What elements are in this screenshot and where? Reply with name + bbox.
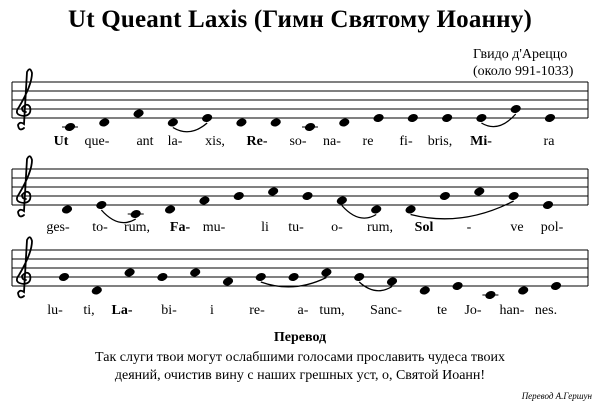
- note-head: [287, 272, 299, 283]
- translation-heading: Перевод: [273, 330, 327, 345]
- note-head: [338, 117, 350, 128]
- lyric-syllable: re-: [249, 303, 265, 318]
- slur-line: [173, 123, 207, 132]
- lyric-syllable: o-: [331, 220, 343, 235]
- lyric-syllable: Mi-: [470, 134, 492, 149]
- note-head: [255, 272, 267, 283]
- lyric-syllable: que-: [84, 134, 110, 149]
- lyric-syllable: so-: [289, 134, 307, 149]
- translation-line: деяний, очистив вину с наших грешных уст, о, Святой Иоанн!: [114, 368, 486, 383]
- note-head: [542, 200, 554, 211]
- lyric-syllable: mu-: [202, 220, 226, 235]
- lyric-syllable: Re-: [246, 134, 268, 149]
- treble-clef-icon: [17, 69, 32, 129]
- composer-dates: (около 991-1033): [473, 64, 574, 79]
- note-head: [222, 276, 234, 287]
- note-head: [301, 191, 313, 202]
- slur-line: [342, 206, 376, 219]
- note-head: [473, 186, 485, 197]
- lyric-syllable: to-: [92, 220, 108, 235]
- note-head: [507, 191, 519, 202]
- note-head: [370, 204, 382, 215]
- lyric-syllable: ra: [543, 134, 555, 149]
- note-head: [123, 267, 135, 278]
- lyric-syllable: rum,: [123, 220, 151, 235]
- lyric-syllable: ges-: [46, 220, 70, 235]
- lyric-syllable: fi-: [399, 134, 413, 149]
- lyric-syllable: Ut: [53, 134, 69, 149]
- note-head: [407, 113, 419, 124]
- slur-line: [411, 201, 514, 219]
- note-head: [484, 290, 496, 301]
- lyric-syllable: na-: [323, 134, 341, 149]
- lyric-syllable: tu-: [288, 220, 304, 235]
- lyric-syllable: la-: [167, 134, 183, 149]
- lyric-syllable: li: [261, 220, 269, 235]
- note-head: [201, 113, 213, 124]
- page-title: Ut Queant Laxis (Гимн Святому Иоанну): [67, 6, 532, 33]
- lyric-syllable: re: [362, 134, 374, 149]
- lyric-syllable: ve: [510, 220, 524, 235]
- lyric-syllable: -: [466, 220, 472, 235]
- lyric-syllable: te: [436, 303, 448, 318]
- note-head: [419, 285, 431, 296]
- lyric-syllable: xis,: [205, 134, 225, 149]
- note-head: [270, 117, 282, 128]
- note-head: [320, 267, 332, 278]
- lyric-syllable: pol-: [540, 220, 564, 235]
- slur-line: [481, 114, 515, 127]
- note-head: [189, 267, 201, 278]
- lyric-syllable: lu-: [47, 303, 63, 318]
- note-head: [58, 272, 70, 283]
- lyric-syllable: a-: [297, 303, 309, 318]
- note-head: [164, 204, 176, 215]
- note-head: [267, 186, 279, 197]
- note-head: [404, 204, 416, 215]
- note-head: [98, 117, 110, 128]
- lyric-syllable: Sanc-: [370, 303, 402, 318]
- lyric-syllable: han-: [499, 303, 525, 318]
- note-head: [441, 113, 453, 124]
- note-head: [304, 122, 316, 133]
- note-head: [198, 195, 210, 206]
- note-head: [510, 104, 522, 115]
- note-head: [451, 281, 463, 292]
- note-head: [386, 276, 398, 287]
- note-head: [64, 122, 76, 133]
- note-head: [167, 117, 179, 128]
- lyric-syllable: bi-: [161, 303, 177, 318]
- note-head: [372, 113, 384, 124]
- translator-credit: Перевод А.Гершун: [521, 391, 592, 401]
- note-head: [439, 191, 451, 202]
- note-head: [61, 204, 73, 215]
- translation-text: [0, 349, 600, 385]
- lyric-syllable: bris,: [427, 134, 453, 149]
- lyric-syllable: ant: [136, 134, 154, 149]
- lyric-syllable: La-: [111, 303, 133, 318]
- lyric-syllable: rum,: [366, 220, 394, 235]
- treble-clef-icon: [17, 237, 32, 297]
- note-head: [156, 272, 168, 283]
- lyric-syllable: i: [210, 303, 214, 318]
- note-head: [336, 195, 348, 206]
- note-head: [544, 113, 556, 124]
- note-head: [353, 272, 365, 283]
- note-head: [517, 285, 529, 296]
- treble-clef-icon: [17, 156, 32, 216]
- note-head: [233, 191, 245, 202]
- lyric-syllable: Fa-: [169, 220, 191, 235]
- note-head: [130, 209, 142, 220]
- lyric-syllable: ti,: [83, 303, 95, 318]
- note-head: [475, 113, 487, 124]
- note-head: [91, 285, 103, 296]
- note-head: [132, 108, 144, 119]
- lyric-syllable: Jo-: [464, 303, 482, 318]
- note-head: [550, 281, 562, 292]
- lyric-syllable: Sol: [414, 220, 434, 235]
- lyric-syllable: tum,: [319, 303, 345, 318]
- composer-name: Гвидо д'Ареццо: [473, 47, 568, 62]
- lyric-syllable: nes.: [534, 303, 558, 318]
- translation-line: Так слуги твои могут ослабшими голосами прославить чудеса твоих: [95, 350, 505, 365]
- note-head: [95, 200, 107, 211]
- note-head: [235, 117, 247, 128]
